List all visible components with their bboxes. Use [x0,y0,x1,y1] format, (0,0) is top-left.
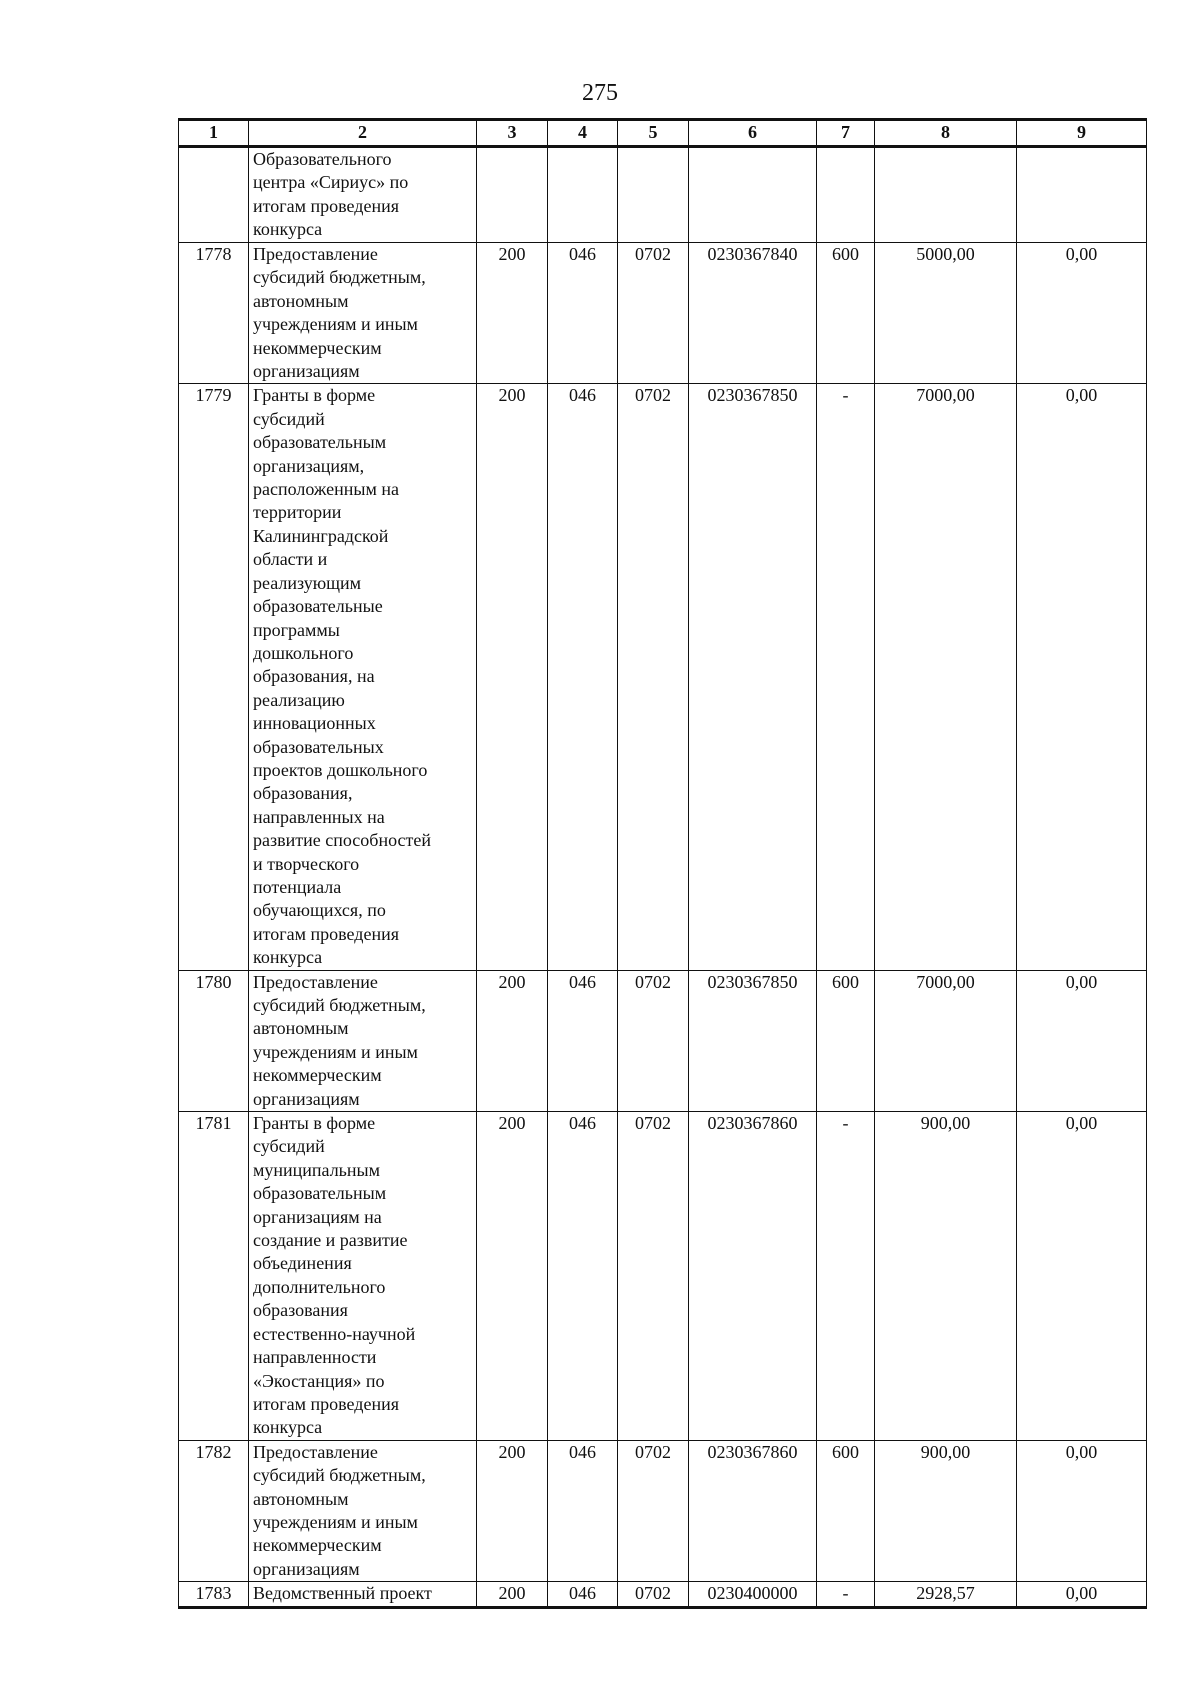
cell-col8: 7000,00 [875,384,1017,970]
continuation-row [179,147,1147,243]
description-line: образовательным [253,432,387,453]
cell-col8: 900,00 [875,1440,1017,1581]
description-line: Предоставление [253,1441,378,1462]
description-line: развитие способностей [253,830,431,851]
description-line: потенциала [253,876,342,897]
description-line: организациям [253,1088,360,1109]
description-line: образовательных [253,736,384,757]
description-line: расположенным на [253,479,399,500]
description-line: субсидий бюджетным, [253,995,426,1015]
description-line: области и [253,549,328,570]
cell-col4: 046 [548,384,618,970]
cell-col8: 2928,57 [875,1582,1017,1607]
description-line: реализацию [253,689,345,710]
description-line: итогам проведения [253,195,399,216]
header-cell-1: 1 [179,120,249,147]
description-line: образования, на [253,666,375,687]
header-cell-2: 2 [249,120,477,147]
cell-col4: 046 [548,1112,618,1441]
cell-col6: 0230367850 [689,384,817,970]
cell-col3: 200 [477,1440,548,1581]
description-line: реализующим [253,572,362,593]
cell-description [249,970,477,1111]
description-line: Предоставление [253,244,378,264]
description-line: учреждениям и иным [253,314,418,335]
description-line: обучающихся, по [253,900,386,921]
cell-col7: - [817,1112,875,1441]
cell-col4 [548,147,618,243]
description-line: центра «Сириус» по [253,172,409,193]
description-line: Образовательного [253,149,392,169]
description-line: Ведомственный проект [253,1583,432,1604]
description-line: субсидий [253,1136,325,1157]
cell-col3: 200 [477,1112,548,1441]
description-line: организациям [253,1558,360,1579]
header-cell-5: 5 [618,120,689,147]
cell-col8: 7000,00 [875,970,1017,1111]
description-line: организациям на [253,1206,382,1227]
table-header [179,120,1147,147]
description-line: образовательным [253,1183,387,1204]
header-cell-6: 6 [689,120,817,147]
cell-description [249,384,477,970]
description-line: проектов дошкольного [253,759,428,780]
description-line: учреждениям и иным [253,1041,418,1062]
cell-col7: - [817,384,875,970]
cell-description [249,147,477,243]
description-line: направленных на [253,806,385,827]
cell-col5: 0702 [618,384,689,970]
cell-col5: 0702 [618,243,689,384]
cell-col7 [817,147,875,243]
description-line: образования, [253,783,353,804]
description-line: субсидий [253,408,325,429]
table-row [179,1112,1147,1441]
cell-col5: 0702 [618,1440,689,1581]
cell-col5: 0702 [618,1112,689,1441]
description-line: Предоставление [253,971,378,992]
description-line: автономным [253,1018,349,1039]
description-line: дополнительного [253,1276,386,1297]
description-line: некоммерческим [253,1065,382,1086]
cell-col7: 600 [817,970,875,1111]
description-line: итогам проведения [253,1393,399,1414]
cell-col3: 200 [477,1582,548,1607]
cell-col6: 0230367860 [689,1112,817,1441]
description-line: организациям [253,361,360,382]
cell-col3 [477,147,548,243]
cell-number: 1781 [179,1112,249,1441]
cell-col5: 0702 [618,1582,689,1607]
cell-col9: 0,00 [1017,1440,1147,1581]
cell-col9: 0,00 [1017,243,1147,384]
description-line: инновационных [253,713,376,734]
description-line: направленности [253,1347,377,1368]
header-cell-8: 8 [875,120,1017,147]
description-line: итогам проведения [253,923,399,944]
cell-col4: 046 [548,1440,618,1581]
cell-description [249,1582,477,1607]
cell-number: 1783 [179,1582,249,1607]
description-line: некоммерческим [253,1535,382,1556]
cell-col9: 0,00 [1017,1582,1147,1607]
cell-col3: 200 [477,384,548,970]
description-line: некоммерческим [253,337,382,358]
cell-col9: 0,00 [1017,1112,1147,1441]
description-line: Гранты в форме [253,1113,376,1134]
description-line: образования [253,1300,348,1321]
cell-col5 [618,147,689,243]
page-number: 275 [582,80,618,106]
cell-col6: 0230367860 [689,1440,817,1581]
description-line: конкурса [253,947,323,968]
cell-col7: 600 [817,1440,875,1581]
cell-col8: 5000,00 [875,243,1017,384]
header-cell-7: 7 [817,120,875,147]
description-line: автономным [253,290,349,311]
description-line: Гранты в форме [253,385,376,406]
header-cell-9: 9 [1017,120,1147,147]
cell-col9: 0,00 [1017,384,1147,970]
cell-col6 [689,147,817,243]
cell-number: 1782 [179,1440,249,1581]
cell-number: 1778 [179,243,249,384]
table-row [179,970,1147,1111]
cell-col3: 200 [477,970,548,1111]
description-line: образовательные [253,596,383,617]
cell-col8 [875,147,1017,243]
cell-description [249,243,477,384]
header-row [179,120,1147,147]
cell-col9 [1017,147,1147,243]
description-line: естественно-научной [253,1323,416,1344]
description-line: дошкольного [253,642,354,663]
cell-description [249,1112,477,1441]
description-line: Калининградской [253,525,389,546]
header-cell-4: 4 [548,120,618,147]
cell-col6: 0230367850 [689,970,817,1111]
cell-number: 1780 [179,970,249,1111]
header-cell-3: 3 [477,120,548,147]
table-row [179,243,1147,384]
budget-table [178,118,1147,1609]
description-line: объединения [253,1253,352,1274]
cell-col7: 600 [817,243,875,384]
table-row [179,1582,1147,1607]
description-line: автономным [253,1488,349,1509]
cell-col4: 046 [548,243,618,384]
description-line: территории [253,502,342,523]
table-row [179,384,1147,970]
description-line: программы [253,619,340,640]
cell-col9: 0,00 [1017,970,1147,1111]
description-line: организациям, [253,455,365,476]
cell-col8: 900,00 [875,1112,1017,1441]
description-line: учреждениям и иным [253,1511,418,1532]
description-line: конкурса [253,219,323,240]
description-line: субсидий бюджетным, [253,1465,426,1486]
cell-description [249,1440,477,1581]
description-line: создание и развитие [253,1230,408,1251]
cell-col4: 046 [548,1582,618,1607]
description-line: и творческого [253,853,360,874]
description-line: субсидий бюджетным, [253,267,426,288]
table-body [179,147,1147,1608]
cell-col5: 0702 [618,970,689,1111]
cell-col6: 0230400000 [689,1582,817,1607]
description-line: «Экостанция» по [253,1370,385,1391]
cell-number: 1779 [179,384,249,970]
cell-number [179,147,249,243]
cell-col3: 200 [477,243,548,384]
cell-col7: - [817,1582,875,1607]
table-row [179,1440,1147,1581]
cell-col6: 0230367840 [689,243,817,384]
description-line: конкурса [253,1417,323,1438]
description-line: муниципальным [253,1159,381,1180]
cell-col4: 046 [548,970,618,1111]
